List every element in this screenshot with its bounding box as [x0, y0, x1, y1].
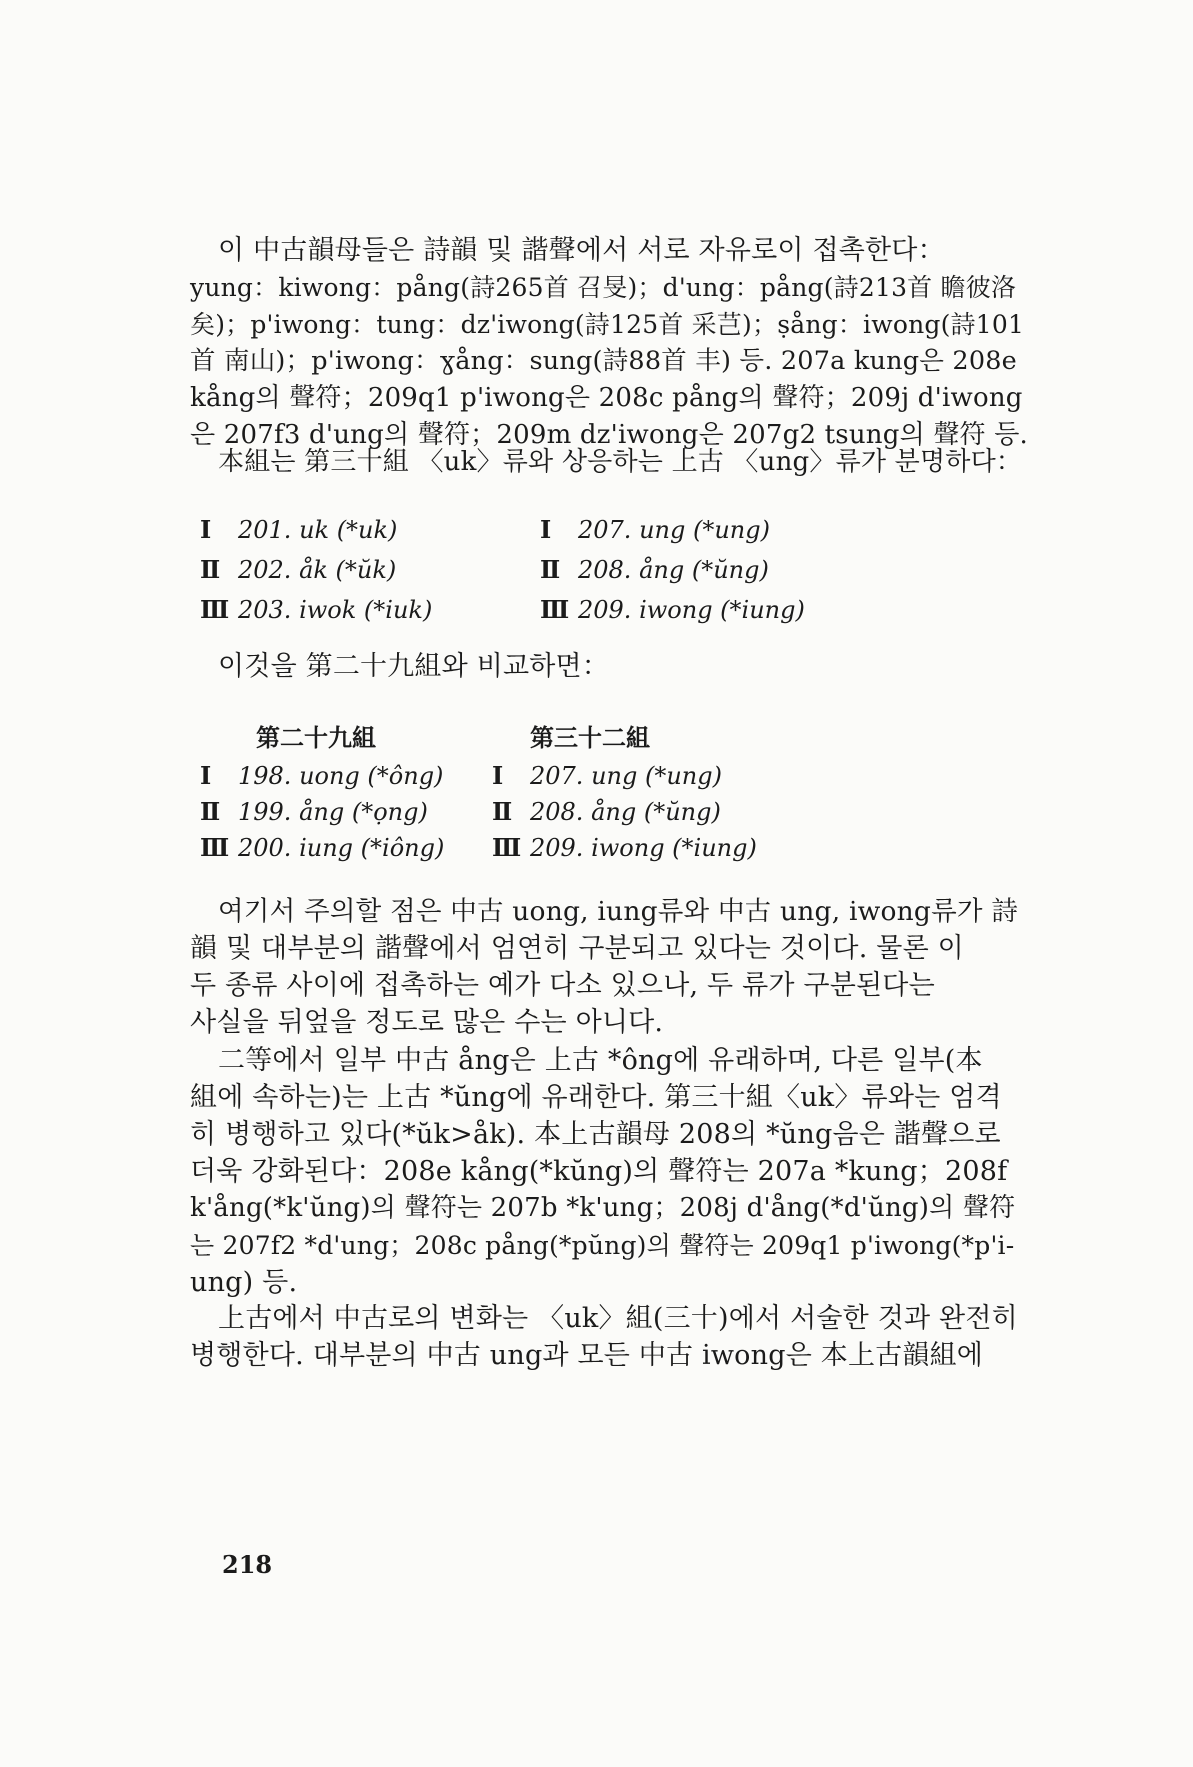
- paragraph-4: [190, 893, 1030, 1041]
- text-line: 矣)；p'iwong：tung：dz'iwong(詩125首 采芑)；ṣång：iwong(詩101: [190, 310, 1025, 339]
- table-row: [492, 794, 757, 830]
- table-cell: 198. uong (*ông): [238, 762, 444, 790]
- table-uk-ung-left: [200, 510, 432, 630]
- paragraph-3: [190, 648, 1030, 685]
- column-header: 第二十九組: [256, 723, 376, 752]
- table-row: [540, 550, 805, 590]
- table-comparison-left: [200, 718, 444, 866]
- page-number: 218: [222, 1550, 273, 1579]
- text-line: k'ång(*k'ŭng)의 聲符는 207b *k'ung；208j d'ång(*d'ŭng)의 聲符: [190, 1193, 1016, 1223]
- division-numeral: Ⅰ: [200, 761, 212, 790]
- table-cell: 202. åk (*ŭk): [238, 556, 397, 584]
- table-row: [492, 758, 757, 794]
- text-line: 두 종류 사이에 접촉하는 예가 다소 있으나, 두 류가 구분된다는: [190, 970, 935, 1001]
- column-header: 第三十二組: [530, 723, 650, 752]
- division-numeral: Ⅱ: [540, 555, 561, 584]
- paragraph-5: [190, 1042, 1030, 1301]
- paragraph-1: [190, 232, 1030, 454]
- text-line: yung：kiwong：pång(詩265首 召旻)；d'ung：pång(詩213首 瞻彼洛: [190, 273, 1017, 302]
- table-row: [200, 758, 444, 794]
- table-row: [200, 590, 432, 630]
- text-line: 이것을 第二十九組와 비교하면：: [218, 651, 610, 682]
- table-row: [200, 794, 444, 830]
- table-row: [200, 550, 432, 590]
- division-numeral: Ⅲ: [200, 595, 230, 624]
- division-numeral: Ⅱ: [200, 797, 221, 826]
- text-line: 이 中古韻母들은 詩韻 및 諧聲에서 서로 자유로이 접촉한다：: [218, 235, 945, 266]
- text-line: ung) 등.: [190, 1267, 298, 1298]
- text-line: 上古에서 中古로의 변화는 〈uk〉組(三十)에서 서술한 것과 완전히: [218, 1303, 1018, 1334]
- division-numeral: Ⅰ: [540, 515, 552, 544]
- table-row: [200, 830, 444, 866]
- division-numeral: Ⅲ: [540, 595, 570, 624]
- table-uk-ung-right: [540, 510, 805, 630]
- paragraph-6: [190, 1300, 1030, 1374]
- table-cell: 209. iwong (*iung): [530, 834, 757, 862]
- division-numeral: Ⅲ: [200, 833, 230, 862]
- table-row: [200, 510, 432, 550]
- text-line: 여기서 주의할 점은 中古 uong, iung류와 中古 ung, iwong류가 詩: [218, 896, 1019, 927]
- text-line: 는 207f2 *d'ung；208c pång(*pŭng)의 聲符는 209q1 p'iwong(*p'i-: [190, 1231, 1015, 1260]
- table-cell: 199. ång (*ọng): [238, 798, 428, 826]
- text-line: 組에 속하는)는 上古 *ŭng에 유래한다. 第三十組〈uk〉류와는 엄격: [190, 1082, 1002, 1113]
- table-cell: 200. iung (*iông): [238, 834, 445, 862]
- text-line: 本組는 第三十組 〈uk〉류와 상응하는 上古 〈ung〉류가 분명하다：: [218, 447, 1023, 477]
- table-cell: 208. ång (*ŭng): [578, 556, 769, 584]
- division-numeral: Ⅱ: [200, 555, 221, 584]
- text-line: 은 207f3 d'ung의 聲符；209m dz'iwong은 207g2 tsung의 聲符 등.: [190, 420, 1028, 450]
- division-numeral: Ⅰ: [492, 761, 504, 790]
- text-line: 사실을 뒤엎을 정도로 많은 수는 아니다.: [190, 1007, 664, 1038]
- table-cell: 209. iwong (*iung): [578, 596, 805, 624]
- paragraph-2: [190, 444, 1030, 481]
- table-cell: 207. ung (*ung): [530, 762, 722, 790]
- division-numeral: Ⅲ: [492, 833, 522, 862]
- text-line: kång의 聲符；209q1 p'iwong은 208c pång의 聲符；209j d'iwong: [190, 383, 1023, 413]
- table-comparison-right: [492, 718, 757, 866]
- table-row: [492, 830, 757, 866]
- text-line: 히 병행하고 있다(*ŭk>åk). 本上古韻母 208의 *ŭng음은 諧聲으로: [190, 1119, 1001, 1150]
- table-cell: 201. uk (*uk): [238, 516, 398, 544]
- table-cell: 207. ung (*ung): [578, 516, 770, 544]
- table-row: [540, 590, 805, 630]
- table-cell: 203. iwok (*iuk): [238, 596, 433, 624]
- text-line: 二等에서 일부 中古 ång은 上古 *ông에 유래하며, 다른 일부(本: [218, 1045, 983, 1076]
- division-numeral: Ⅱ: [492, 797, 513, 826]
- division-numeral: Ⅰ: [200, 515, 212, 544]
- text-line: 首 南山)；p'iwong：ɣång：sung(詩88首 丰) 등. 207a kung은 208e: [190, 346, 1017, 376]
- text-line: 병행한다. 대부분의 中古 ung과 모든 中古 iwong은 本上古韻組에: [190, 1340, 984, 1371]
- text-line: 더욱 강화된다：208e kång(*kŭng)의 聲符는 207a *kung；208f: [190, 1156, 1008, 1187]
- table-cell: 208. ång (*ŭng): [530, 798, 721, 826]
- table-row: [540, 510, 805, 550]
- text-line: 韻 및 대부분의 諧聲에서 엄연히 구분되고 있다는 것이다. 물론 이: [190, 933, 964, 964]
